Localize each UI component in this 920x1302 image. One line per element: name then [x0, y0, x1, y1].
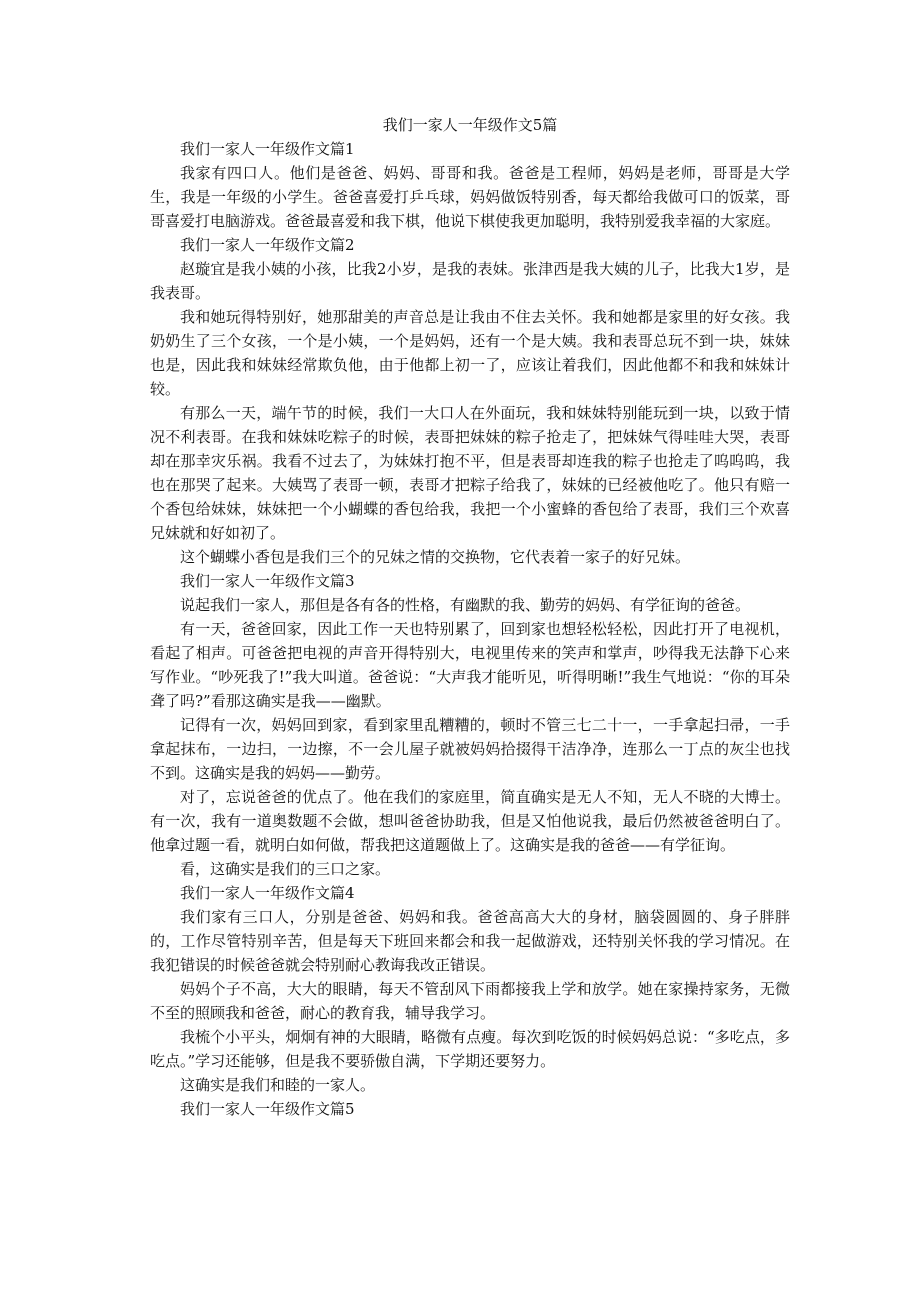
section-heading: 我们一家人一年级作文篇1	[180, 140, 355, 158]
section-heading: 我们一家人一年级作文篇4	[180, 884, 355, 902]
section-heading: 我们一家人一年级作文篇2	[180, 236, 355, 254]
paragraph: 有那么一天，端午节的时候，我们一大口人在外面玩，我和妹妹特别能玩到一块，以致于情况不利表哥。在我和妹妹吃粽子的时候，表哥把妹妹的粽子抢走了，把妹妹气得哇哇大哭，表哥却在那幸灾乐祸。我看不过去了，为妹妹打抱不平，但是表哥却连我的粽子也抢走了呜呜呜，我也在那哭了起来。大姨骂了表哥一顿，表哥才把粽子给我了，妹妹的已经被他吃了。他只有赔一个香包给妹妹，妹妹把一个小蝴蝶的香包给我，我把一个小蜜蜂的香包给了表哥，我们三个欢喜兄妹就和好如初了。	[150, 404, 790, 542]
section-heading: 我们一家人一年级作文篇3	[180, 572, 355, 590]
paragraph: 妈妈个子不高，大大的眼睛，每天不管刮风下雨都接我上学和放学。她在家操持家务，无微不至的照顾我和爸爸，耐心的教育我，辅导我学习。	[150, 980, 790, 1022]
paragraph: 有一天，爸爸回家，因此工作一天也特别累了，回到家也想轻松轻松，因此打开了电视机，看起了相声。可爸爸把电视的声音开得特别大，电视里传来的笑声和掌声，吵得我无法静下心来写作业。“吵死我了!”我大叫道。爸爸说：“大声我才能听见，听得明晰!”我生气地说：“你的耳朵聋了吗?”看那这确实是我——幽默。	[150, 620, 790, 710]
paragraph: 赵璇宜是我小姨的小孩，比我2小岁，是我的表妹。张津西是我大姨的儿子，比我大1岁，是我表哥。	[150, 260, 790, 302]
paragraph: 我们家有三口人，分别是爸爸、妈妈和我。爸爸高高大大的身材，脑袋圆圆的、身子胖胖的，工作尽管特别辛苦，但是每天下班回来都会和我一起做游戏，还特别关怀我的学习情况。在我犯错误的时候爸爸就会特别耐心教诲我改正错误。	[150, 908, 790, 974]
paragraph: 对了，忘说爸爸的优点了。他在我们的家庭里，简直确实是无人不知，无人不晓的大博士。有一次，我有一道奥数题不会做，想叫爸爸协助我，但是又怕他说我，最后仍然被爸爸明白了。他拿过题一看，就明白如何做，帮我把这道题做上了。这确实是我的爸爸——有学征询。	[150, 788, 790, 854]
paragraph: 这个蝴蝶小香包是我们三个的兄妹之情的交换物，它代表着一家子的好兄妹。	[180, 548, 691, 566]
paragraph: 说起我们一家人，那但是各有各的性格，有幽默的我、勤劳的妈妈、有学征询的爸爸。	[180, 596, 751, 614]
paragraph: 我家有四口人。他们是爸爸、妈妈、哥哥和我。爸爸是工程师，妈妈是老师，哥哥是大学生，我是一年级的小学生。爸爸喜爱打乒乓球，妈妈做饭特别香，每天都给我做可口的饭菜，哥哥喜爱打电脑游戏。爸爸最喜爱和我下棋，他说下棋使我更加聪明，我特别爱我幸福的大家庭。	[150, 164, 790, 230]
paragraph: 我梳个小平头，炯炯有神的大眼睛，略微有点瘦。每次到吃饭的时候妈妈总说：“多吃点，多吃点。”学习还能够，但是我不要骄傲自满，下学期还要努力。	[150, 1028, 790, 1070]
document-body	[150, 113, 790, 1121]
paragraph: 看，这确实是我们的三口之家。	[180, 860, 391, 878]
paragraph: 这确实是我们和睦的一家人。	[180, 1076, 376, 1094]
paragraph: 我和她玩得特别好，她那甜美的声音总是让我由不住去关怀。我和她都是家里的好女孩。我奶奶生了三个女孩，一个是小姨，一个是妈妈，还有一个是大姨。我和表哥总玩不到一块，妹妹也是，因此我和妹妹经常欺负他，由于他都上初一了，应该让着我们，因此他都不和我和妹妹计较。	[150, 308, 790, 398]
section-heading: 我们一家人一年级作文篇5	[180, 1100, 355, 1118]
paragraph: 记得有一次，妈妈回到家，看到家里乱糟糟的，顿时不管三七二十一，一手拿起扫帚，一手拿起抹布，一边扫，一边擦，不一会儿屋子就被妈妈拾掇得干洁净净，连那么一丁点的灰尘也找不到。这确实是我的妈妈——勤劳。	[150, 716, 790, 782]
document-content	[150, 137, 790, 1121]
document-title: 我们一家人一年级作文5篇	[382, 116, 558, 134]
